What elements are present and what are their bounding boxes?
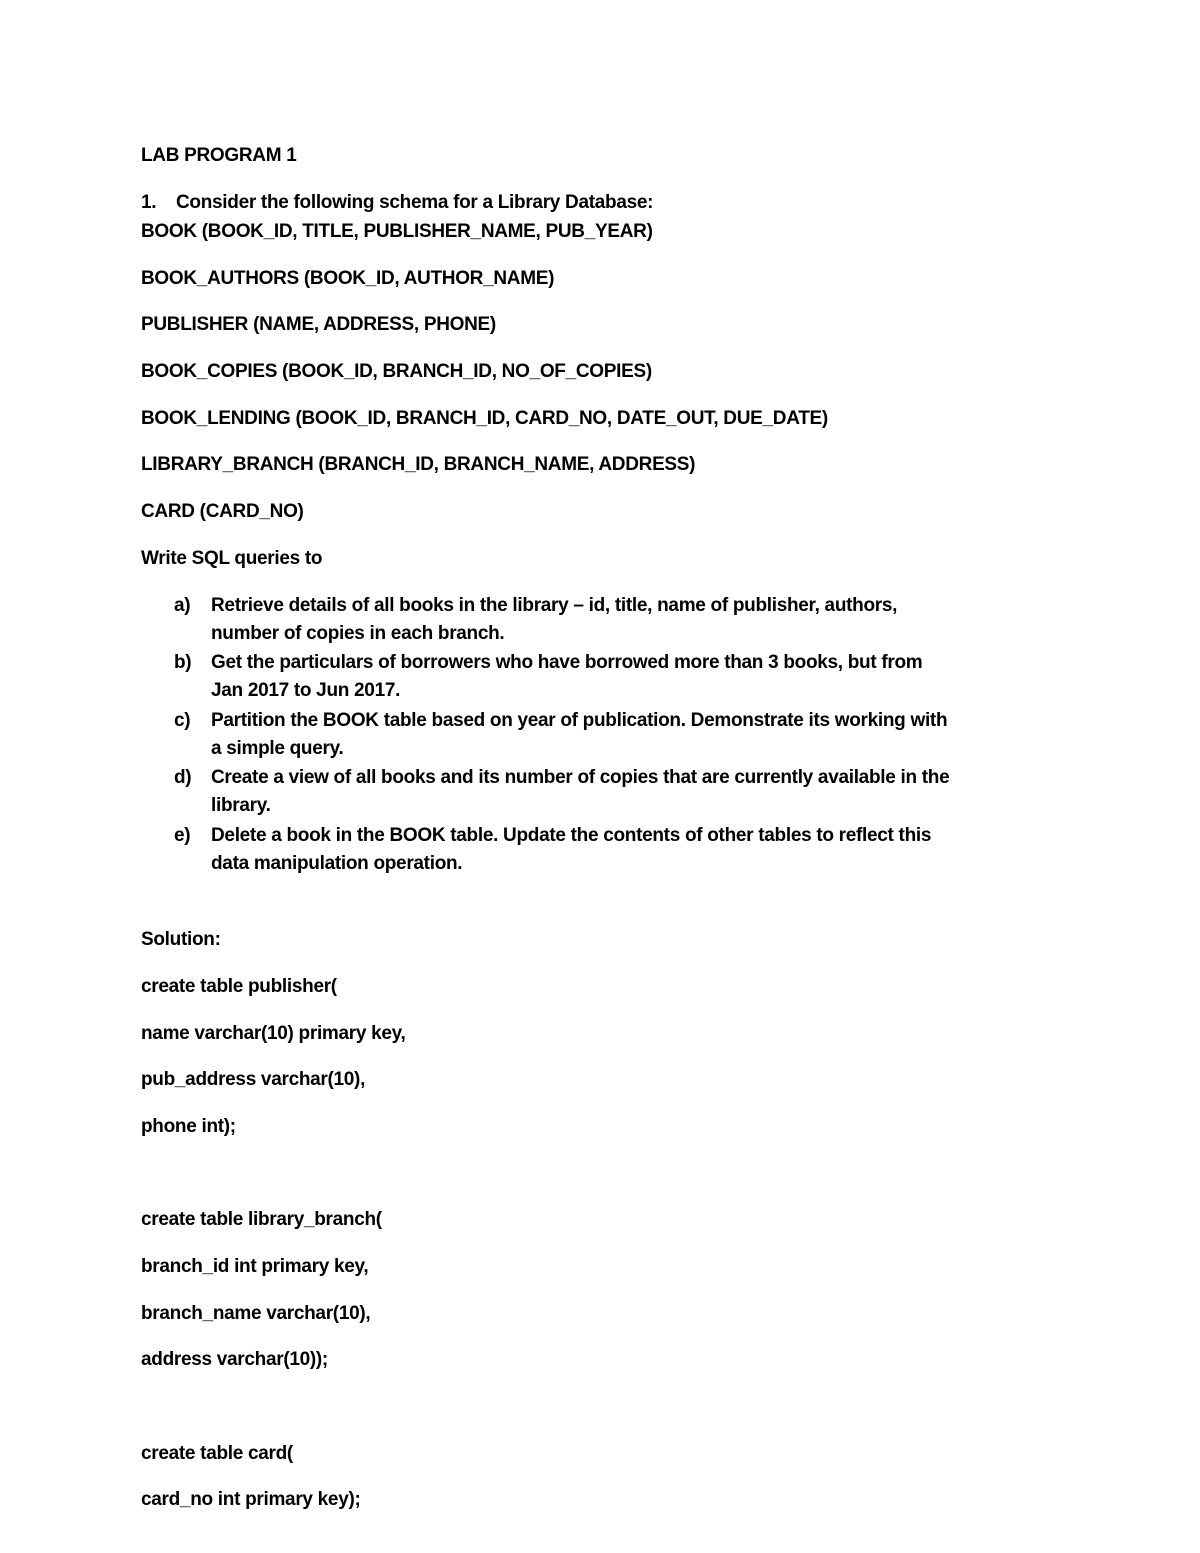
schema-line: BOOK (BOOK_ID, TITLE, PUBLISHER_NAME, PUB_YEAR): [141, 221, 653, 242]
task-marker: b): [174, 652, 192, 673]
code-line: branch_id int primary key,: [141, 1256, 369, 1277]
task-text: Retrieve details of all books in the library – id, title, name of publisher, authors,: [211, 595, 898, 616]
task-intro: Write SQL queries to: [141, 548, 323, 569]
schema-line: LIBRARY_BRANCH (BRANCH_ID, BRANCH_NAME, ADDRESS): [141, 454, 696, 475]
task-text: Delete a book in the BOOK table. Update the contents of other tables to reflect this: [211, 825, 932, 846]
code-line: branch_name varchar(10),: [141, 1303, 371, 1324]
code-line: pub_address varchar(10),: [141, 1069, 366, 1090]
schema-line: CARD (CARD_NO): [141, 501, 304, 522]
schema-line: BOOK_LENDING (BOOK_ID, BRANCH_ID, CARD_NO, DATE_OUT, DUE_DATE): [141, 408, 828, 429]
task-marker: c): [174, 710, 191, 731]
code-line: card_no int primary key);: [141, 1489, 361, 1510]
task-text-continued: data manipulation operation.: [211, 853, 463, 874]
task-text-continued: a simple query.: [211, 738, 344, 759]
solution-heading: Solution:: [141, 929, 221, 950]
task-marker: a): [174, 595, 191, 616]
code-line: create table library_branch(: [141, 1209, 382, 1230]
question-number: 1.: [141, 192, 157, 213]
task-text: Create a view of all books and its number of copies that are currently available in the: [211, 767, 950, 788]
code-line: create table publisher(: [141, 976, 337, 997]
task-text-continued: library.: [211, 795, 271, 816]
task-text: Partition the BOOK table based on year of publication. Demonstrate its working with: [211, 710, 948, 731]
schema-line: BOOK_COPIES (BOOK_ID, BRANCH_ID, NO_OF_COPIES): [141, 361, 652, 382]
schema-line: PUBLISHER (NAME, ADDRESS, PHONE): [141, 314, 496, 335]
schema-line: BOOK_AUTHORS (BOOK_ID, AUTHOR_NAME): [141, 268, 555, 289]
code-line: name varchar(10) primary key,: [141, 1023, 406, 1044]
task-marker: e): [174, 825, 191, 846]
task-text-continued: number of copies in each branch.: [211, 623, 505, 644]
question-intro: Consider the following schema for a Library Database:: [176, 192, 654, 213]
code-line: create table card(: [141, 1443, 293, 1464]
code-line: phone int);: [141, 1116, 236, 1137]
page-heading: LAB PROGRAM 1: [141, 145, 297, 166]
code-line: address varchar(10));: [141, 1349, 328, 1370]
task-marker: d): [174, 767, 192, 788]
task-text: Get the particulars of borrowers who have borrowed more than 3 books, but from: [211, 652, 923, 673]
task-text-continued: Jan 2017 to Jun 2017.: [211, 680, 401, 701]
